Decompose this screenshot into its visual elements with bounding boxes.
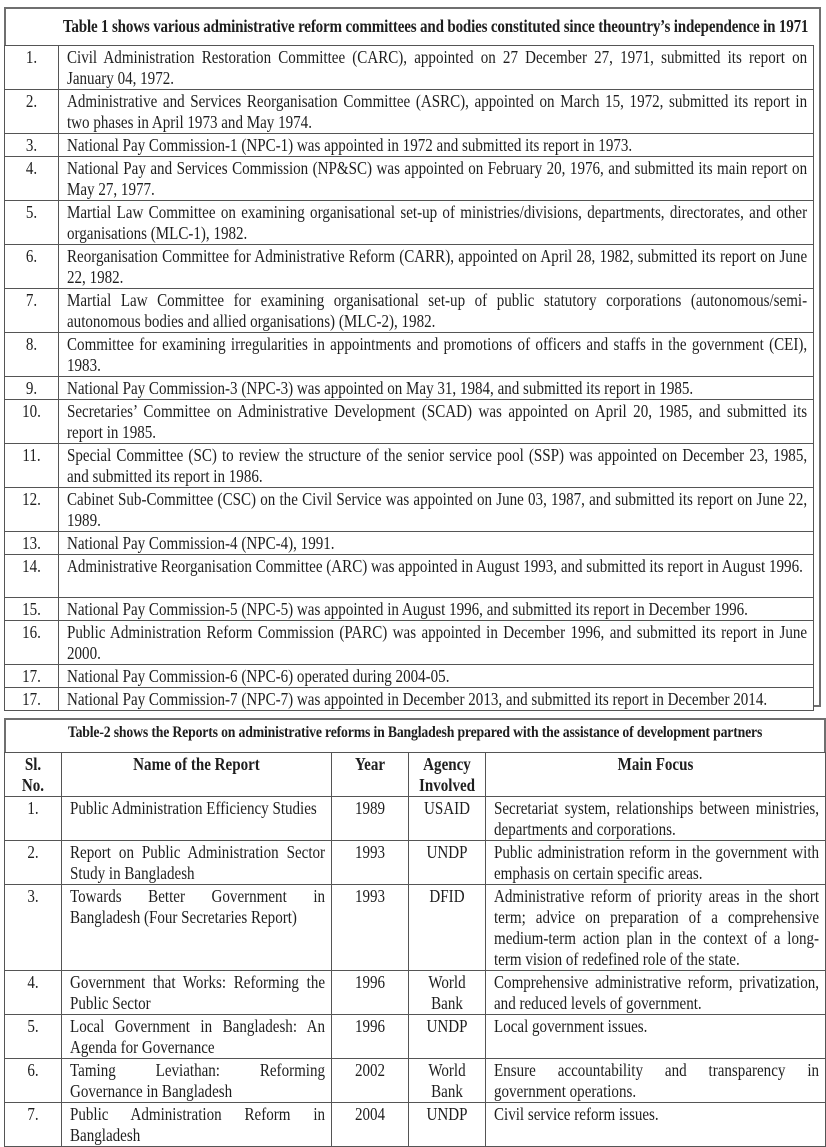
row-number: 6. (25, 246, 38, 266)
table-row (5, 46, 814, 90)
report-agency: DFID (429, 886, 465, 906)
row-number: 2. (27, 842, 39, 862)
header-sl-no: Sl. No. (21, 754, 45, 795)
row-number: 16. (22, 622, 41, 642)
row-text: National Pay Commission-1 (NPC-1) was appointed in 1972 and submitted its report in 1973. (67, 135, 633, 155)
row-text: Reorganisation Committee for Administrative Reform (CARR), appointed on April 28, 1982, submitted its report on June 22, 1982. (67, 246, 808, 287)
report-year: 1989 (354, 798, 386, 818)
report-focus: Comprehensive administrative reform, privatization, and reduced levels of government. (494, 972, 820, 1013)
row-number: 13. (22, 533, 41, 553)
row-text: National Pay Commission-6 (NPC-6) operated during 2004-05. (67, 666, 450, 686)
table-row (5, 289, 814, 333)
report-focus: Administrative reform of priority areas in the short term; advice on preparation of a comprehensive medium-term action plan in the context of a long-term vision of redefined role of the state. (494, 886, 820, 969)
header-year: Year (354, 754, 386, 774)
row-text: Martial Law Committee on examining organisational set-up of ministries/divisions, departments, directorates, and other organisations (MLC-1), 1982. (67, 202, 808, 243)
table-header-row (5, 753, 826, 797)
report-agency: UNDP (426, 1016, 468, 1036)
table-row (5, 621, 814, 665)
table-row (5, 971, 826, 1015)
table-row (5, 157, 814, 201)
table-row (5, 134, 814, 157)
table-1 (4, 45, 814, 711)
row-text: National Pay Commission-4 (NPC-4), 1991. (67, 533, 335, 553)
row-number: 14. (22, 556, 41, 576)
table-row (5, 90, 814, 134)
table-row (5, 333, 814, 377)
row-text: National Pay Commission-3 (NPC-3) was appointed on May 31, 1984, and submitted its report in 1985. (67, 378, 694, 398)
table-row (5, 885, 826, 971)
row-number: 2. (25, 91, 38, 111)
row-number: 4. (25, 158, 38, 178)
report-focus: Secretariat system, relationships between ministries, departments and corporations. (494, 798, 820, 839)
report-year: 1996 (354, 1016, 386, 1036)
row-text: Cabinet Sub-Committee (CSC) on the Civil Service was appointed on June 03, 1987, and submitted its report on June 22, 1989. (67, 489, 808, 530)
report-focus: Civil service reform issues. (494, 1104, 659, 1124)
table-row (5, 797, 826, 841)
table-row (5, 400, 814, 444)
table-row (5, 377, 814, 400)
report-agency: World Bank (428, 972, 466, 1013)
report-agency: World Bank (428, 1060, 466, 1101)
header-report-name: Name of the Report (133, 754, 260, 774)
table-row (5, 841, 826, 885)
table-row (5, 1103, 826, 1147)
table-row (5, 555, 814, 598)
table-row (5, 1015, 826, 1059)
table-row (5, 488, 814, 532)
row-number: 5. (27, 1016, 39, 1036)
report-year: 2004 (354, 1104, 386, 1124)
row-number: 4. (27, 972, 39, 992)
row-text: Administrative and Services Reorganisation Committee (ASRC), appointed on March 15, 1972, submitted its report in two phases in April 1973 and May 1974. (67, 91, 808, 132)
row-text: National Pay and Services Commission (NP&SC) was appointed on February 20, 1976, and submitted its main report on May 27, 1977. (67, 158, 808, 199)
row-text: Administrative Reorganisation Committee (ARC) was appointed in August 1993, and submitted its report in August 1996. (67, 556, 803, 576)
row-text: Martial Law Committee for examining organisational set-up of public statutory corporations (autonomous/semi-autonomous bodies and allied organisations) (MLC-2), 1982. (67, 290, 808, 331)
report-name: Public Administration Efficiency Studies (70, 798, 317, 818)
table-row (5, 598, 814, 621)
table-row (5, 245, 814, 289)
row-number: 7. (27, 1104, 39, 1124)
row-text: Committee for examining irregularities in appointments and promotions of officers and staffs in the government (CEI), 1983. (67, 334, 808, 375)
row-text: Secretaries’ Committee on Administrative Development (SCAD) was appointed on April 20, 1985, and submitted its report in 1985. (67, 401, 808, 442)
report-focus: Public administration reform in the government with emphasis on certain specific areas. (494, 842, 820, 883)
report-name: Report on Public Administration Sector Study in Bangladesh (70, 842, 326, 883)
report-agency: USAID (423, 798, 470, 818)
row-text: Public Administration Reform Commission (PARC) was appointed in December 1996, and submitted its report in June 2000. (67, 622, 808, 663)
report-name: Towards Better Government in Bangladesh (Four Secretaries Report) (70, 886, 326, 927)
report-agency: UNDP (426, 842, 468, 862)
table-1-caption: Table 1 shows various administrative reform committees and bodies constituted since theountry’s independence in 1971 (62, 16, 809, 36)
row-number: 3. (27, 886, 39, 906)
report-name: Local Government in Bangladesh: An Agenda for Governance (70, 1016, 326, 1057)
row-number: 3. (25, 135, 38, 155)
header-main-focus: Main Focus (617, 754, 694, 774)
row-number: 8. (25, 334, 38, 354)
row-number: 17. (22, 666, 41, 686)
row-text: Civil Administration Restoration Committee (CARC), appointed on 27 December 27, 1971, submitted its report on January 04, 1972. (67, 47, 808, 88)
row-number: 12. (22, 489, 41, 509)
row-number: 10. (22, 401, 41, 421)
table-row (5, 1059, 826, 1103)
row-number: 7. (25, 290, 38, 310)
table-row (5, 444, 814, 488)
table-row (5, 665, 814, 688)
report-name: Taming Leviathan: Reforming Governance in Bangladesh (70, 1060, 326, 1101)
report-year: 1993 (354, 886, 386, 906)
row-number: 6. (27, 1060, 39, 1080)
row-number: 5. (25, 202, 38, 222)
report-focus: Ensure accountability and transparency in government operations. (494, 1060, 820, 1101)
row-text: Special Committee (SC) to review the structure of the senior service pool (SSP) was appointed on December 23, 1985, and submitted its report in 1986. (67, 445, 808, 486)
row-number: 15. (22, 599, 41, 619)
report-year: 2002 (354, 1060, 386, 1080)
row-number: 9. (25, 378, 38, 398)
report-agency: UNDP (426, 1104, 468, 1124)
row-text: National Pay Commission-5 (NPC-5) was appointed in August 1996, and submitted its report in December 1996. (67, 599, 748, 619)
report-year: 1993 (354, 842, 386, 862)
report-focus: Local government issues. (494, 1016, 648, 1036)
report-name: Public Administration Reform in Bangladesh (70, 1104, 326, 1145)
table-1-container (4, 7, 821, 707)
table-row (5, 688, 814, 711)
row-number: 17. (22, 689, 41, 709)
table-2-container (4, 718, 826, 1145)
row-number: 1. (25, 47, 38, 67)
table-row (5, 532, 814, 555)
report-year: 1996 (354, 972, 386, 992)
header-agency: Agency Involved (418, 754, 476, 795)
row-number: 1. (27, 798, 39, 818)
table-2 (4, 752, 826, 1147)
row-number: 11. (22, 445, 41, 465)
report-name: Government that Works: Reforming the Public Sector (70, 972, 326, 1013)
row-text: National Pay Commission-7 (NPC-7) was appointed in December 2013, and submitted its report in December 2014. (67, 689, 768, 709)
table-row (5, 201, 814, 245)
table-2-caption: Table-2 shows the Reports on administrative reforms in Bangladesh prepared with the assistance of development partners (67, 724, 763, 741)
